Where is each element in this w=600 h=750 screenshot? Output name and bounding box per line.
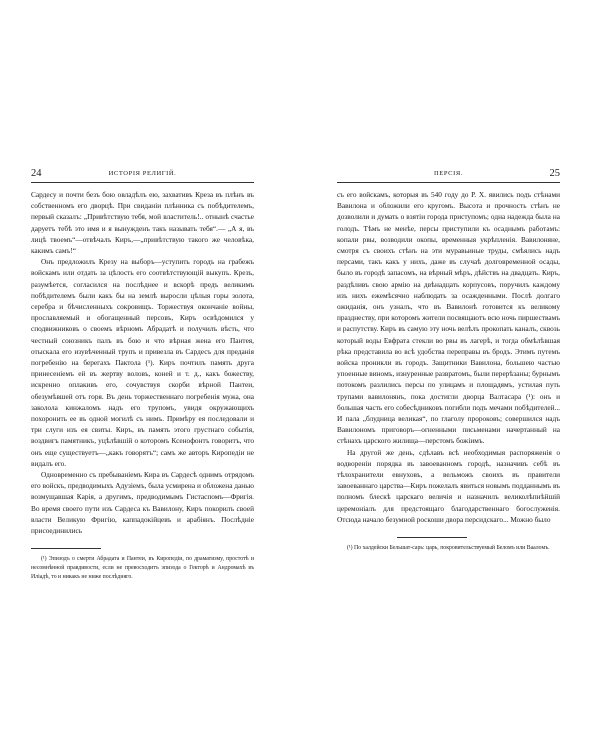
left-paragraph-1: Сардесу и почти безъ бою овладѣлъ ею, захвативъ Креза въ плѣнъ въ собственномъ его дворцѣ. При свиданіи плѣнника съ побѣдителемъ, первый сказалъ: „Привѣтствую тебя, мой властитель!.. отнынѣ счастье даруетъ тебѣ это имя и я вынужденъ такъ называть тебя“.— „А я, въ лицѣ твоемъ“—отвѣчалъ Киръ,—„привѣтствую такого же человѣка, какимъ самъ!“ bbox=[31, 190, 254, 256]
right-footnote: (¹) По халдейски Бельшат-сарь: царь, покровительствуемый Беломъ или Вааломъ. bbox=[347, 545, 550, 552]
left-paragraph-2: Онъ предложилъ Крезу на выборъ—уступить городъ на грабежъ войскамъ или отдать за цѣлость его соотвѣтствующій выкупъ. Крезъ, разумѣется, согласился на послѣднее и вскорѣ предъ великимъ побѣдителемъ были какъ бы на землѣ выросли цѣлыя горы золота, серебра и бѣчисленныхъ сокровищъ. Торжествуя окончаніе войны, прославляемый и обогащенный персовъ, Киръ освѣдомился у сподвижниковъ о своемъ вѣрномъ Абрадатѣ и получилъ вѣсть, что честный союзникъ палъ въ бою и что вѣрная жена его Пантея, отыскала его изувѣченный трупъ и привезла въ Сардесъ для преданія погребенію на берегахъ Пактола (¹). Киръ почтилъ память друга принесеніемъ ей въ жертву воловъ, коней и т. д., какъ божеству, искренно оплакивъ его, сочувствуя скорби вѣрной Пантеи, обезумѣвшей отъ горя. Въ день торжественнаго погребенія мужа, она заколола кинжаломъ надъ его трупомъ, увидя окружающихъ похоронить ее въ одной могилѣ съ нимъ. Примѣру ея последовали и три слуги изъ ея свиты. Киръ, въ память этого грустнаго событія, воздвигъ памятникъ, уцѣлѣвшій о которомъ Ксенофонтъ говоритъ, что онъ еще существуетъ—„какъ говорятъ“; самъ же авторъ Киропедіи не видалъ его. bbox=[31, 257, 254, 468]
left-page-number: 24 bbox=[31, 168, 42, 179]
right-footnote-divider bbox=[397, 537, 467, 538]
right-running-head: ПЕРСІЯ. bbox=[433, 170, 464, 177]
left-footnote-divider bbox=[31, 548, 101, 549]
left-page-header bbox=[31, 168, 254, 183]
right-page-header bbox=[337, 168, 560, 183]
left-running-head: ИСТОРІЯ РЕЛИГІЙ. bbox=[108, 170, 177, 177]
right-page bbox=[337, 168, 560, 553]
right-paragraph-1: съ его войскамъ, которыя въ 540 году до Р. Х. явились подъ стѣнами Вавилона и обложили его кругомъ. Высота и прочность стѣнъ не дозволили и думать о взятіи города приступомъ; одна надежда была на голодъ. Тѣмъ не менѣе, персы приступили къ осаднымъ работамъ: копали рвы, возводили окопы, временныя укрѣпленія. Вавилоняне, смотря съ своихъ стѣнъ на эти муравьиные труды, смѣялись надъ персами, такъ какъ у нихъ, даже въ случаѣ долговременной осады, было въ городѣ запасомъ, на вѣрный мѣръ, дѣйствъ на двадцать. Киръ, раздѣливъ свою армію на двѣнадцать корпусовъ, поручилъ каждому изъ нихъ ежемѣсячно наблюдать за осажденными. Послѣ долгаго ожиданія, онъ узналъ, что въ Вавилонѣ готовится къ великому празднеству, при которомъ жители посвящаютъ всю ночь пиршествамъ и распутству. Киръ въ самую эту ночь велѣлъ прокопать каналъ, сквозь который воды Евфрата стекли во рвы въ лагерѣ, и тогда обмѣлѣвшая рѣка представила во всѣ удобства переправы въ бродъ. Этимъ путемъ войска проникли въ городъ. Защитники Вавилона, большею частью упоенные виномъ, изнуренные развратомъ, были перерѣзаны; бурнымъ потокомъ разлились персы по улицамъ и площадямъ, устилая путь трупами вавилонянъ, пока достигли дворца Валтасара (¹): онъ и большая часть его собесѣдниковъ погибли подъ мечами побѣдителей... И пала „блудница великая“, по глаголу пророковъ; совершился надъ Вавилономъ приговоръ—огненными письменами начертанный на стѣнахъ царского жилища—перстомъ божіимъ. bbox=[337, 190, 561, 446]
left-page bbox=[31, 168, 254, 582]
left-paragraph-3: Одновременно съ пребываніемъ Кира въ Сардесѣ однимъ отрядомъ его войскъ, предводимыхъ Адузіемъ, была усмирена и обложена данью возмущавшая Карія, а другимъ, предводимымъ Гистаспомъ—Фригія. Во время своего пути изъ Сардеса къ Вавилону, Киръ покорилъ своей власти Великую Фригію, каппадокійцевъ и арабіянъ. Послѣдніе присоединились bbox=[31, 470, 254, 536]
left-footnote: (¹) Эпизодъ о смерти Абрадата и Пантеи, въ Киропедіи, по драматизму, простотѣ и несомнѣнной правдивости, если не превосходитъ эпизода о Гекторѣ и Андромахѣ въ Иліадѣ, то и никакъ не ниже послѣдняго. bbox=[31, 556, 254, 581]
right-paragraph-2: На другой же день, сдѣлавъ всѣ необходимыя распоряженія о водвореніи порядка въ завоеванномъ городѣ, назначивъ себѣ въ тѣлохранители евнуховъ, а вельможъ своихъ въ правители завоеваннаго царства—Киръ пожелалъ явиться новымъ подданнымъ въ полномъ блескѣ царскаго величія и назначилъ великолѣпнѣйшій церемоніалъ для предстоящаго благодарственнаго богослуженія. Отсюда начало безумной роскоши двора персидскаго... Можно было bbox=[337, 447, 561, 524]
right-page-number: 25 bbox=[549, 168, 560, 179]
